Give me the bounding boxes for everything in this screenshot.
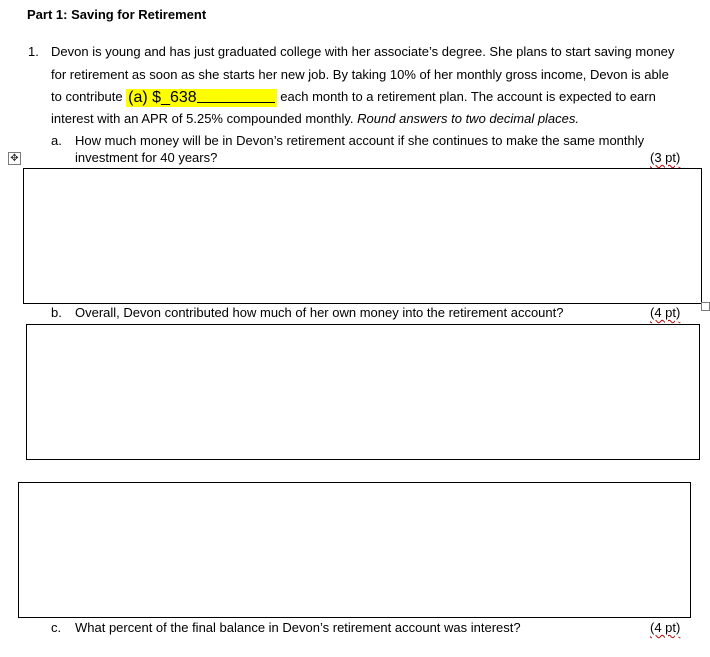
part-c-points-text: (4 pt) [650, 620, 681, 635]
question-line-2: for retirement as soon as she starts her new job. By taking 10% of her monthly gross income, Devon is able [51, 67, 669, 82]
part-c-letter: c. [51, 620, 62, 635]
rounding-instruction: Round answers to two decimal places. [357, 111, 580, 126]
part-b-points-text: (4 pt) [650, 305, 681, 320]
answer-box-a[interactable] [23, 168, 702, 304]
answer-box-extra[interactable] [18, 482, 691, 618]
part-b-question: Overall, Devon contributed how much of her own money into the retirement account? [75, 305, 564, 320]
question-line-3 [51, 89, 656, 107]
line4-text: interest with an APR of 5.25% compounded monthly. [51, 111, 354, 126]
line3-post-text: each month to a retirement plan. The account is expected to earn [280, 89, 656, 104]
resize-square-icon[interactable] [701, 302, 710, 311]
part-c-question: What percent of the final balance in Devon’s retirement account was interest? [75, 620, 521, 635]
part-b-points [650, 305, 680, 320]
section-heading: Part 1: Saving for Retirement [27, 7, 207, 22]
answer-a-value: (a) $_638 [128, 89, 197, 106]
line3-pre-text: to contribute [51, 89, 123, 104]
part-a-points-text: (3 pt) [650, 150, 681, 165]
answer-box-b[interactable] [26, 324, 700, 460]
question-line-4 [51, 111, 579, 126]
question-line-1: Devon is young and has just graduated college with her associate’s degree. She plans to start saving money [51, 44, 675, 59]
answer-a-blank [197, 89, 275, 103]
part-a-line-1: How much money will be in Devon’s retirement account if she continues to make the same monthly [75, 133, 645, 148]
part-c-points [650, 620, 680, 635]
question-number: 1. [28, 44, 39, 59]
answer-a-highlight[interactable] [126, 89, 277, 107]
part-a-letter: a. [51, 133, 62, 148]
part-a-points [650, 150, 680, 165]
part-a-line-2: investment for 40 years? [75, 150, 218, 165]
move-cross-icon[interactable]: ✥ [8, 152, 21, 165]
part-b-letter: b. [51, 305, 62, 320]
